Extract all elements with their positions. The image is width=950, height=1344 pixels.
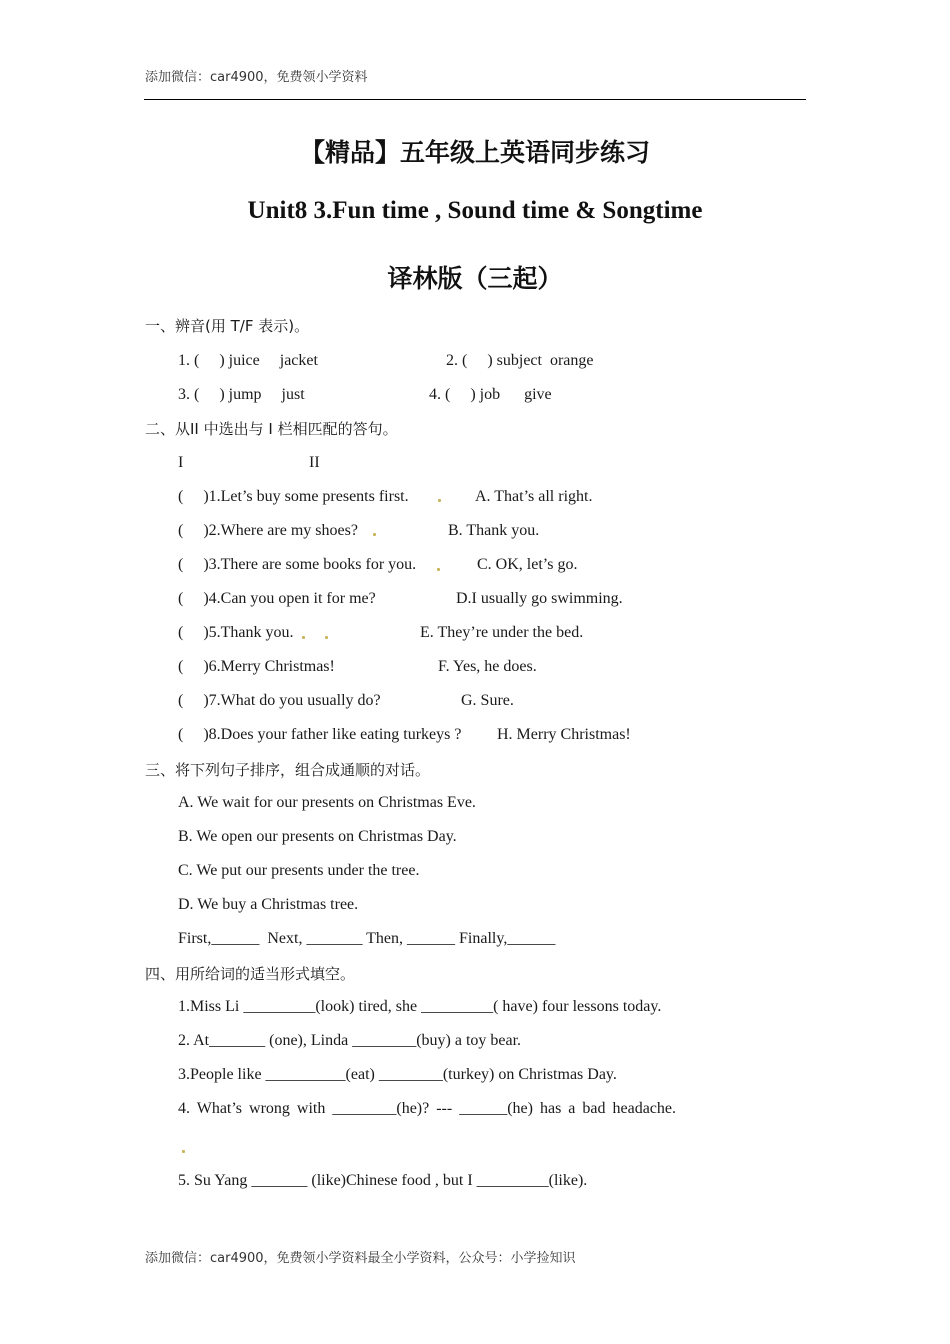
page-title: 【精品】五年级上英语同步练习 (299, 138, 650, 167)
column-i-label: I (178, 454, 184, 471)
footer-note: 添加微信：car4900，免费领小学资料最全小学资料，公众号：小学捡知识 (145, 1251, 576, 1266)
fill-item-1: 1.Miss Li _________(look) tired, she _________( have) four lessons today. (178, 998, 662, 1015)
fill-item-3: 3.People like __________(eat) ________(turkey) on Christmas Day. (178, 1066, 617, 1083)
scan-mark (437, 568, 440, 571)
fill-item-2: 2. At_______ (one), Linda ________(buy) a toy bear. (178, 1032, 522, 1049)
match-question-3: ( )3.There are some books for you. (178, 556, 417, 573)
match-answer-c: C. OK, let’s go. (477, 556, 578, 573)
scan-mark (325, 636, 328, 639)
section3-heading: 三、将下列句子排序，组合成通顺的对话。 (145, 761, 431, 779)
order-sentence-a: A. We wait for our presents on Christmas Eve. (178, 794, 476, 811)
match-answer-h: H. Merry Christmas! (497, 726, 631, 743)
match-answer-b: B. Thank you. (448, 522, 540, 539)
section1-heading: 一、辨音(用 T/F 表示)。 (145, 317, 310, 335)
scan-mark (302, 636, 305, 639)
match-question-7: ( )7.What do you usually do? (178, 692, 381, 709)
match-answer-f: F. Yes, he does. (438, 658, 537, 675)
match-answer-e: E. They’re under the bed. (420, 624, 584, 641)
match-question-4: ( )4.Can you open it for me? (178, 590, 376, 607)
phonics-item-3: 3. ( ) jump just (178, 386, 305, 403)
phonics-item-2: 2. ( ) subject orange (446, 352, 594, 369)
scan-mark (373, 533, 376, 536)
match-question-8: ( )8.Does your father like eating turkeys ? (178, 726, 462, 743)
header-divider (144, 99, 806, 100)
order-sentence-d: D. We buy a Christmas tree. (178, 896, 359, 913)
match-question-6: ( )6.Merry Christmas! (178, 658, 335, 675)
match-answer-g: G. Sure. (461, 692, 514, 709)
match-question-5: ( )5.Thank you. (178, 624, 294, 641)
match-question-2: ( )2.Where are my shoes? (178, 522, 358, 539)
phonics-item-1: 1. ( ) juice jacket (178, 352, 318, 369)
order-sentence-c: C. We put our presents under the tree. (178, 862, 420, 879)
column-ii-label: II (309, 454, 320, 471)
fill-item-5: 5. Su Yang _______ (like)Chinese food , but I _________(like). (178, 1172, 588, 1189)
phonics-item-4: 4. ( ) job give (429, 386, 552, 403)
section2-heading: 二、从II 中选出与 I 栏相匹配的答句。 (145, 420, 398, 438)
edition-title: 译林版（三起） (387, 264, 563, 293)
unit-title: Unit8 3.Fun time , Sound time & Songtime (247, 197, 703, 224)
match-answer-d: D.I usually go swimming. (456, 590, 623, 607)
scan-mark (182, 1150, 185, 1153)
scan-mark (438, 499, 441, 502)
header-note: 添加微信：car4900，免费领小学资料 (145, 70, 368, 85)
order-answer-line: First,______ Next, _______ Then, ______ Finally,______ (178, 930, 556, 947)
fill-item-4: 4. What’s wrong with ________(he)? --- ______(he) has a bad headache. (178, 1100, 676, 1117)
order-sentence-b: B. We open our presents on Christmas Day. (178, 828, 457, 845)
match-question-1: ( )1.Let’s buy some presents first. (178, 488, 409, 505)
match-answer-a: A. That’s all right. (475, 488, 593, 505)
section4-heading: 四、用所给词的适当形式填空。 (145, 965, 356, 983)
